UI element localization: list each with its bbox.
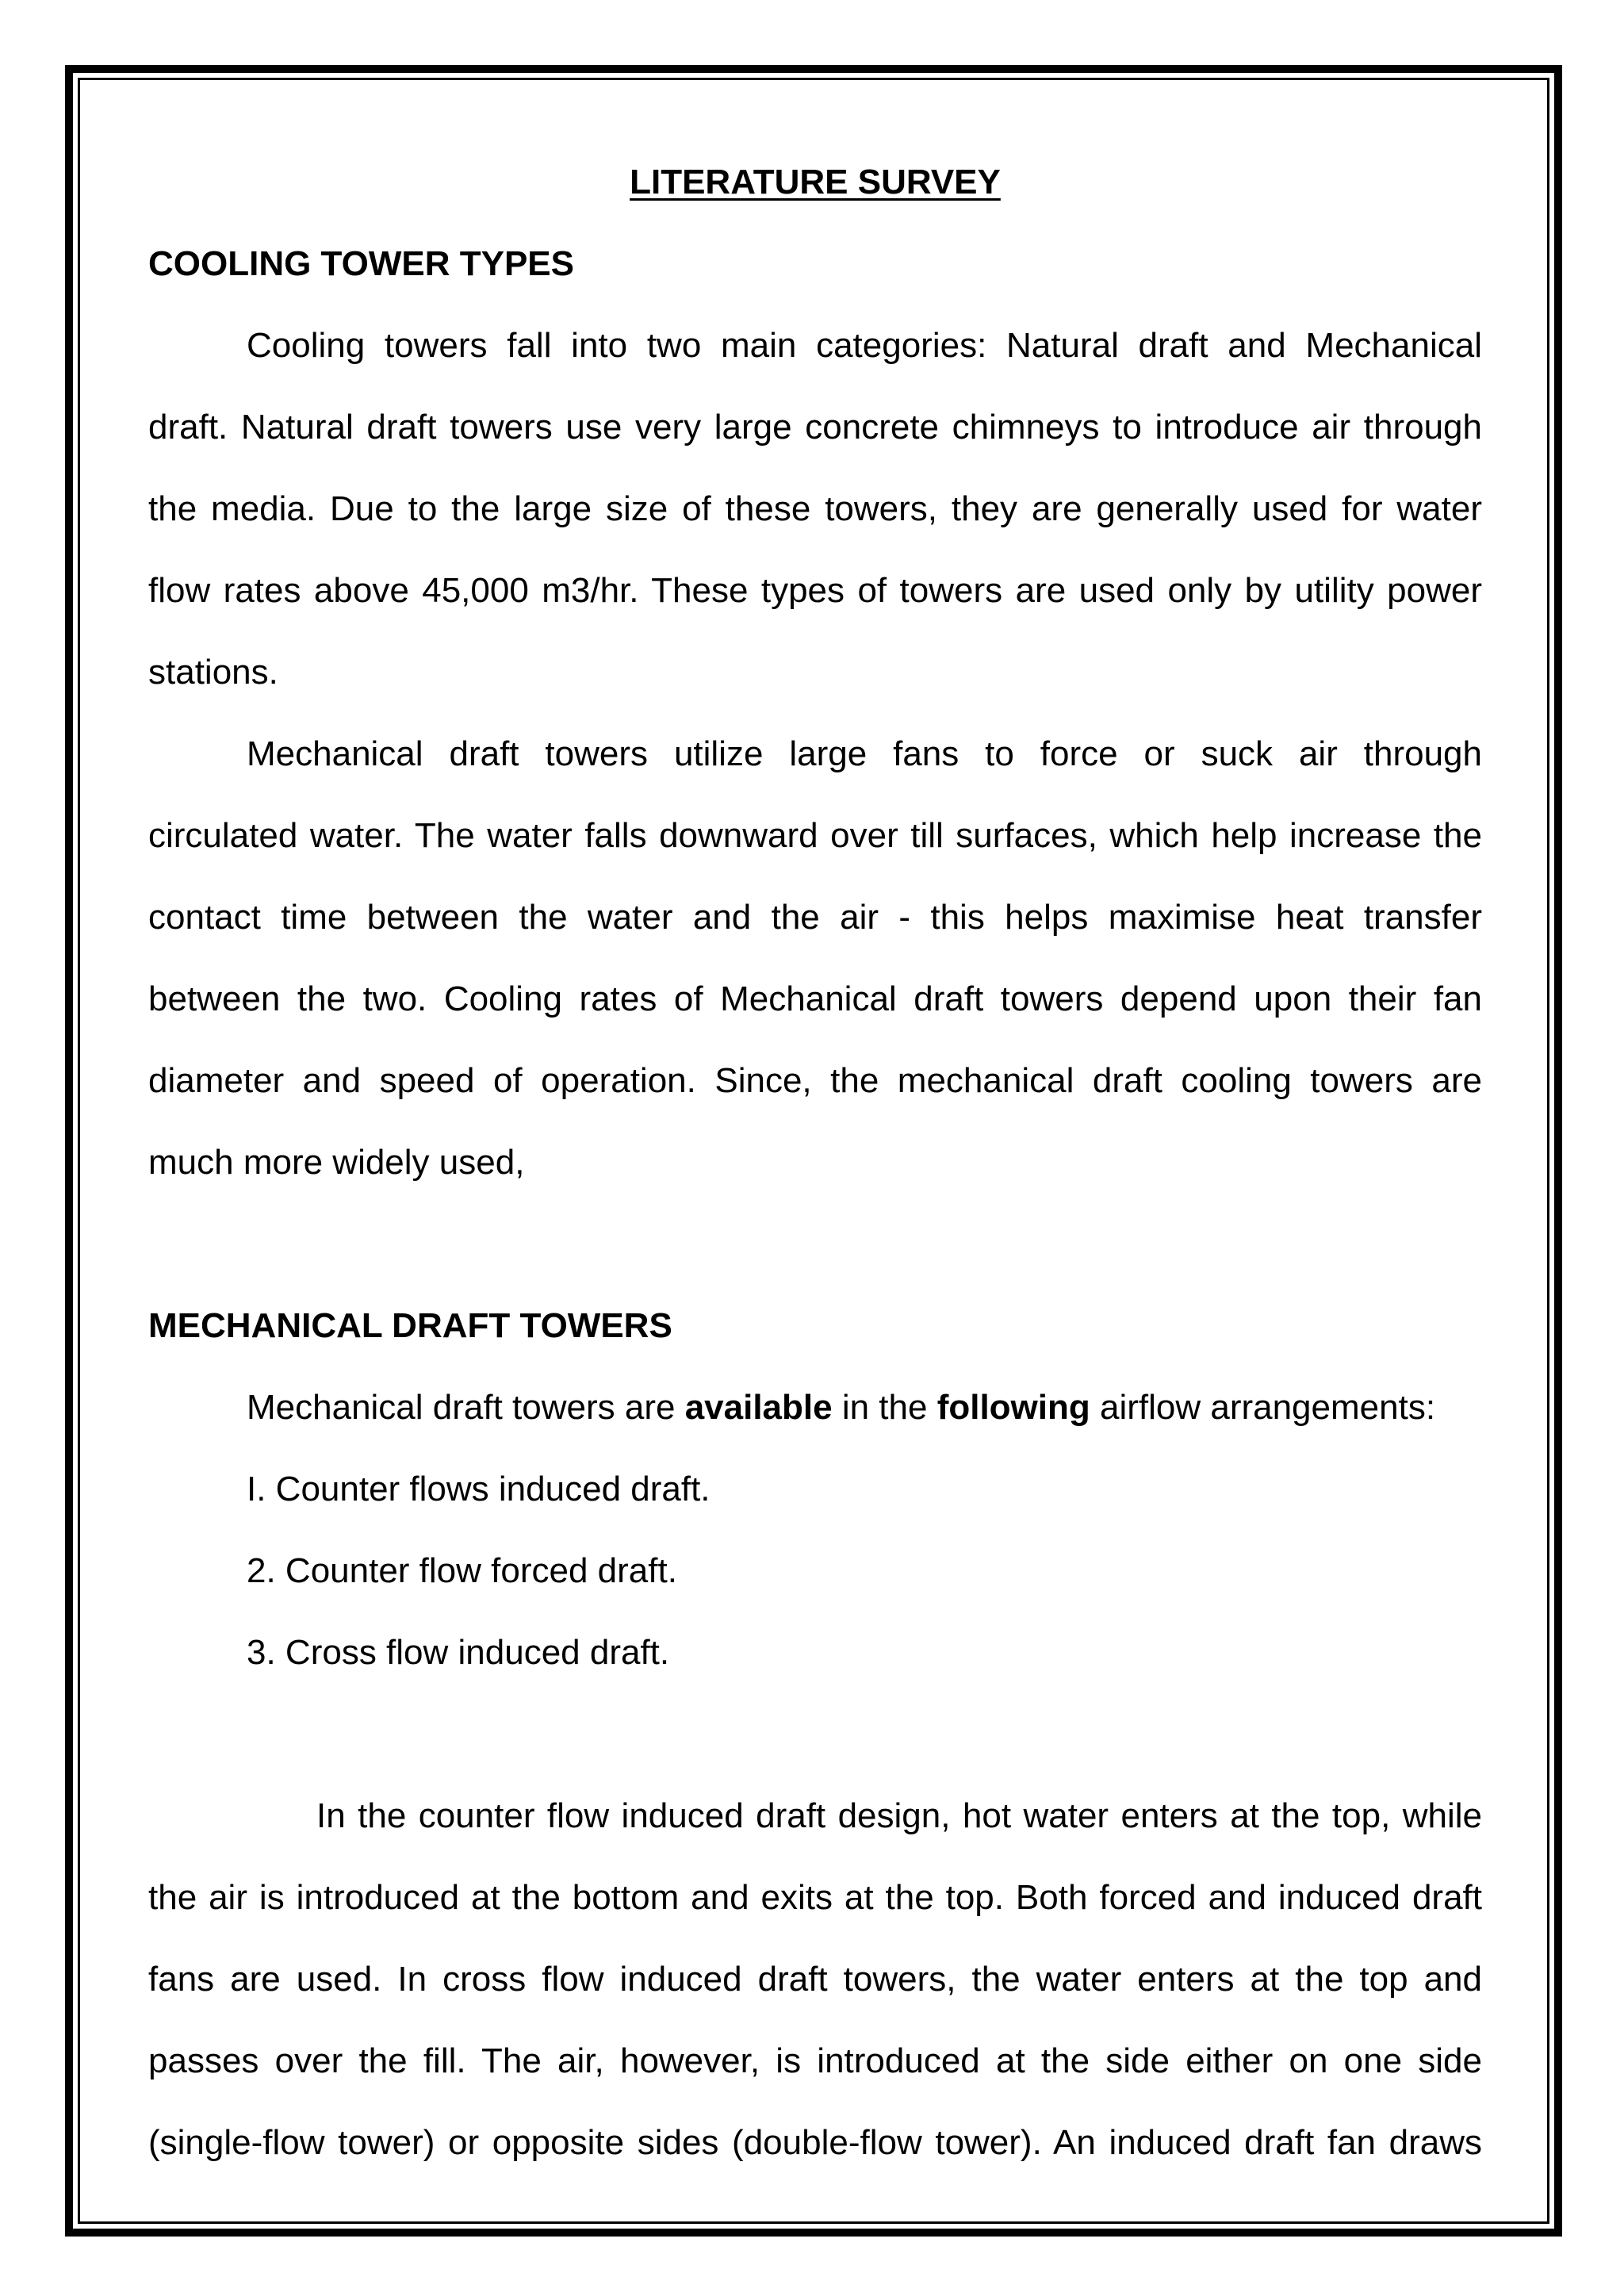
paragraph-line: stations. xyxy=(148,653,278,692)
paragraph-line: diameter and speed of operation. Since, the mechanical draft cooling towers are xyxy=(148,1061,1482,1100)
list-item: I. Counter flows induced draft. xyxy=(247,1470,710,1508)
list-item: 3. Cross flow induced draft. xyxy=(247,1633,670,1672)
paragraph-cooling-tower-categories xyxy=(148,305,1482,713)
document-body xyxy=(148,141,1482,2183)
intro-text: Mechanical draft towers are xyxy=(247,1388,685,1427)
intro-bold-following: following xyxy=(936,1388,1090,1427)
paragraph-line: between the two. Cooling rates of Mechanical draft towers depend upon their fan xyxy=(148,979,1482,1018)
list-item: 2. Counter flow forced draft. xyxy=(247,1551,677,1590)
paragraph-line: fans are used. In cross flow induced draft towers, the water enters at the top and xyxy=(148,1960,1482,1999)
section-heading-mechanical-draft-towers: MECHANICAL DRAFT TOWERS xyxy=(148,1306,672,1345)
spacer xyxy=(148,1203,1482,1285)
paragraph-line: the air is introduced at the bottom and exits at the top. Both forced and induced draft xyxy=(148,1878,1482,1917)
paragraph-line: flow rates above 45,000 m3/hr. These types of towers are used only by utility power xyxy=(148,571,1482,610)
intro-bold-available: available xyxy=(684,1388,833,1427)
paragraph-line: the media. Due to the large size of these towers, they are generally used for water xyxy=(148,489,1482,528)
airflow-intro-line xyxy=(148,1366,1482,1448)
section-heading-cooling-tower-types: COOLING TOWER TYPES xyxy=(148,244,575,283)
paragraph-counter-flow-design xyxy=(148,1775,1482,2183)
page-title: LITERATURE SURVEY xyxy=(630,163,1001,201)
spacer xyxy=(148,1693,1482,1775)
intro-text: in the xyxy=(832,1388,937,1427)
paragraph-line: passes over the fill. The air, however, is introduced at the side either on one side xyxy=(148,2041,1482,2080)
paragraph-line: Mechanical draft towers utilize large fans to force or suck air through xyxy=(247,734,1482,773)
paragraph-line: much more widely used, xyxy=(148,1143,525,1182)
intro-text: airflow arrangements: xyxy=(1090,1388,1436,1427)
paragraph-line: draft. Natural draft towers use very large concrete chimneys to introduce air through xyxy=(148,408,1482,447)
paragraph-line: circulated water. The water falls downward over till surfaces, which help increase the xyxy=(148,816,1482,855)
paragraph-line: contact time between the water and the air - this helps maximise heat transfer xyxy=(148,898,1482,937)
paragraph-line: In the counter flow induced draft design, hot water enters at the top, while xyxy=(316,1796,1482,1835)
paragraph-line: (single-flow tower) or opposite sides (double-flow tower). An induced draft fan draws xyxy=(148,2123,1482,2162)
paragraph-line: Cooling towers fall into two main categories: Natural draft and Mechanical xyxy=(247,326,1482,365)
airflow-arrangement-list xyxy=(148,1448,1482,1693)
paragraph-mechanical-draft-description xyxy=(148,713,1482,1203)
